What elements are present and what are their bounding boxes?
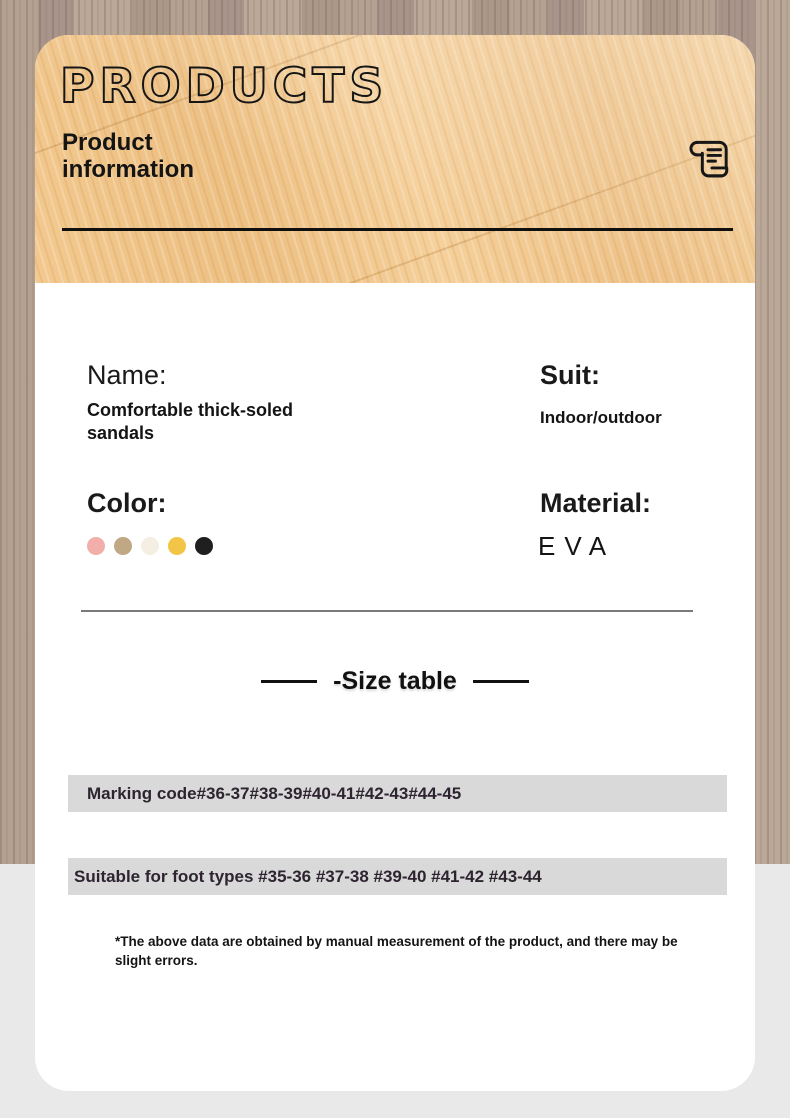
size-table-title: -Size table: [333, 667, 457, 695]
color-swatches: [87, 537, 213, 555]
foot-type-row: Suitable for foot types #35-36 #37-38 #39-40 #41-42 #43-44: [68, 858, 727, 895]
page-title-line1: Product: [62, 129, 153, 156]
size-table-heading: [35, 667, 755, 696]
product-info-card: [35, 35, 755, 1091]
suit-value: Indoor/outdoor: [540, 408, 662, 427]
color-swatch: [141, 537, 159, 555]
card-header: [35, 35, 755, 283]
heading-rule-left: [261, 680, 317, 683]
heading-rule-right: [473, 680, 529, 683]
material-label: Material:: [540, 488, 652, 518]
color-swatch: [195, 537, 213, 555]
material-value: EVA: [538, 531, 616, 561]
page-title: [62, 129, 194, 183]
color-label: Color:: [87, 488, 167, 518]
scroll-icon: [683, 133, 733, 187]
color-swatch: [168, 537, 186, 555]
name-value: Comfortable thick-soled sandals: [87, 400, 294, 443]
name-label: Name:: [87, 360, 167, 390]
measurement-note: *The above data are obtained by manual measurement of the product, and there may be slight errors.: [115, 934, 678, 968]
products-watermark: PRODUCTS: [60, 59, 389, 114]
page-title-line2: information: [62, 156, 194, 183]
section-divider: [81, 610, 693, 612]
header-divider: [62, 228, 733, 231]
suit-label: Suit:: [540, 360, 600, 390]
marking-code-row: Marking code#36-37#38-39#40-41#42-43#44-45: [68, 775, 727, 812]
color-swatch: [87, 537, 105, 555]
color-swatch: [114, 537, 132, 555]
